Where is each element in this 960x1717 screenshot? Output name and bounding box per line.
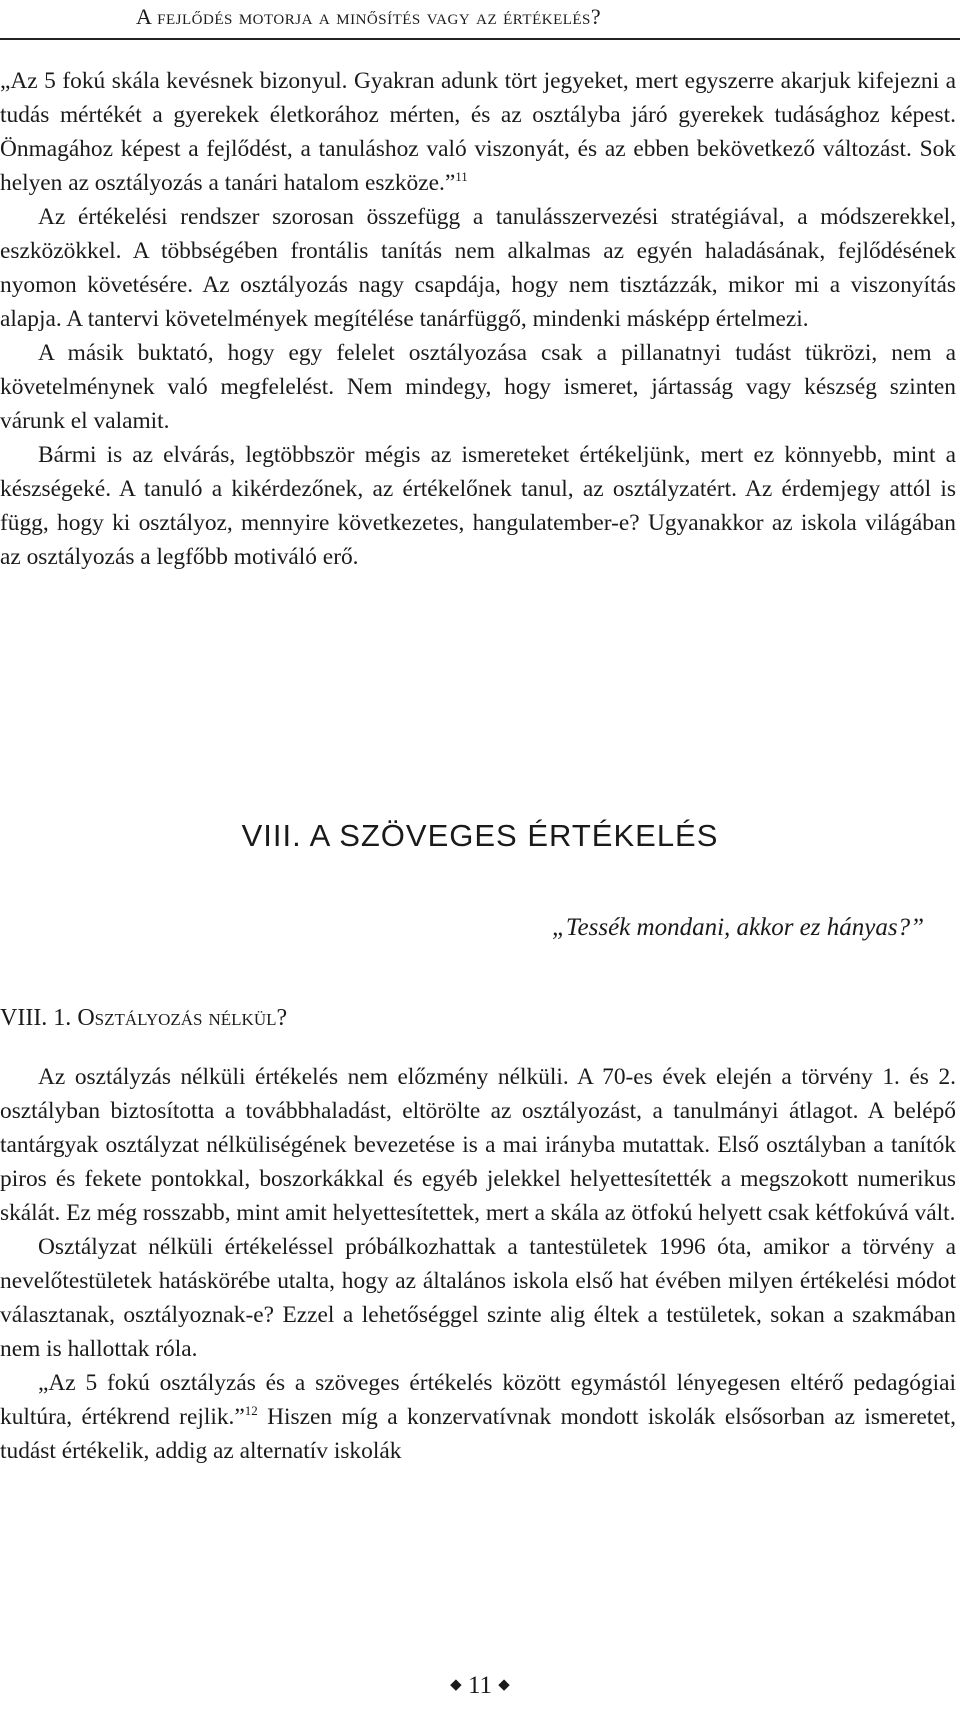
paragraph: Az osztályzás nélküli értékelés nem előzmény nélküli. A 70-es évek elején a törvény 1. és 2. osztályban biztosította a továbbhaladást, eltörölte az osztályozást, a tanulmányi átlagot. A belépő tantárgyak osztályzat nélküliségének bevezetése is a mai irányba mutattak. Első osztályban a tanítók piros és fekete pontokkal, boszorkákkal és egyéb jelekkel helyettesítették a megszokott numerikus skálát. Ez még rosszabb, mint amit helyettesítettek, mert a skála az ötfokú helyett csak kétfokúvá vált. [0,1064,956,1226]
running-head [0,0,960,40]
section-title: Osztályozás nélkül? [77,1005,288,1031]
paragraph: Az értékelési rendszer szorosan összefügg a tanulásszervezési stratégiával, a módszerekkel, eszközökkel. A többségében frontális tanítás nem alkalmas az egyén haladásának, fejlődésének nyomon követésére. Az osztályozás nagy csapdája, hogy nem tisztázzák, mikor mi a viszonyítás alapja. A tantervi követelmények megítélése tanárfüggő, mindenki másképp értelmezi. [0,204,956,332]
paragraph-continuation: Hiszen míg a konzervatívnak mondott iskolák elsősorban az ismeretet, tudást értékelik, addig az alternatív iskolák [0,1404,956,1464]
page-number [0,1672,960,1700]
chapter-title: VIII. A SZÖVEGES ÉRTÉKELÉS [241,818,719,853]
paragraph: A másik buktató, hogy egy felelet osztályozása csak a pillanatnyi tudást tükrözi, nem a követelménynek való megfelelést. Nem mindegy, hogy ismeret, jártasság vagy készség szinten várunk el valamit. [0,340,956,434]
page-number-value: 11 [467,1672,493,1699]
section-number: VIII. 1. [0,1005,72,1031]
diamond-ornament-icon: ◆ [498,1677,510,1693]
paragraph [0,1366,956,1468]
running-head-title: A fejlődés motorja a minősítés vagy az értékelés? [136,4,602,29]
footnote-marker: 12 [244,1403,258,1419]
section-2-text [0,1060,956,1468]
section-1-text [0,64,956,574]
section-heading [0,1005,287,1032]
paragraph: Osztályzat nélküli értékeléssel próbálkozhattak a tantestületek 1996 óta, amikor a törvény a nevelőtestületek hatáskörébe utalta, hogy az általános iskola első hat évében milyen értékelési módot választanak, osztályoznak-e? Ezzel a lehetőséggel szinte alig éltek a testületek, sokan a szakmában nem is hallottak róla. [0,1234,956,1362]
paragraph: Bármi is az elvárás, legtöbbször mégis az ismereteket értékeljünk, mert ez könnyebb, mint a készségeké. A tanuló a kikérdezőnek, az értékelőnek tanul, az osztályzatért. Az érdemjegy attól is függ, hogy ki osztályoz, mennyire következetes, hangulatember-e? Ugyanakkor az iskola világában az osztályozás a legfőbb motiváló erő. [0,442,956,570]
quote-text: „Az 5 fokú skála kevésnek bizonyul. Gyakran adunk tört jegyeket, mert egyszerre akarjuk kifejezni a tudás mértékét a gyerekek életkorához mérten, és az osztályba járó gyerekek tudásághoz képest. Önmagához képest a fejlődést, a tanuláshoz való viszonyát, és az ebben bekövetkező változást. Sok helyen az osztályozás a tanári hatalom eszköze.” [0,68,956,196]
diamond-ornament-icon: ◆ [450,1677,462,1693]
quote-text: „Az 5 fokú osztályzás és a szöveges értékelés között egymástól lényegesen eltérő pedagógiai kultúra, értékrend rejlik.” [0,1370,956,1430]
epigraph: „Tessék mondani, akkor ez hányas?” [552,914,924,941]
footnote-marker: 11 [455,169,468,185]
paragraph [0,64,956,200]
